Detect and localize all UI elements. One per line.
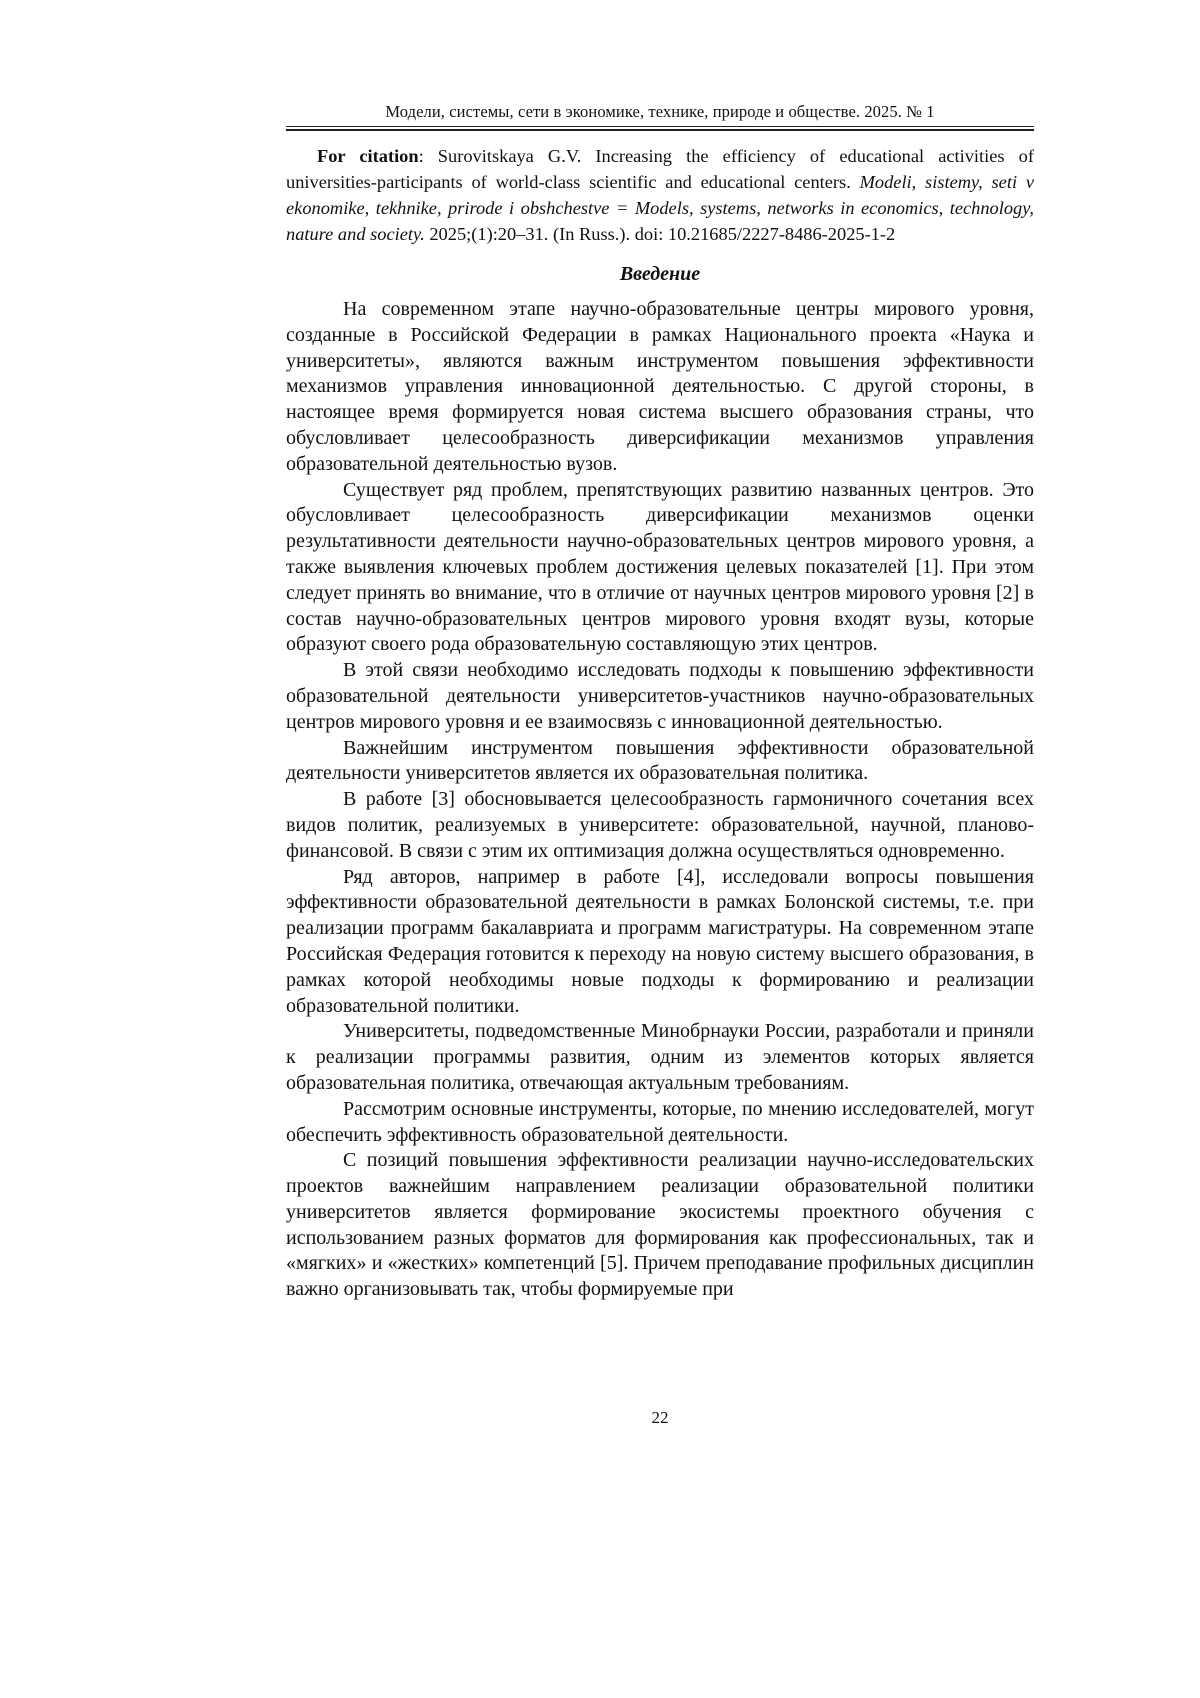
page-number: 22 [651,1408,669,1427]
citation-label: For citation [317,146,419,166]
paragraph: Существует ряд проблем, препятствующих развитию названных центров. Это обусловливает целесообразность диверсификации механизмов оценки результативности деятельности научно-образовательных центров мирового уровня, а также выявления ключевых проблем достижения целевых показателей [1]. При этом следует принять во внимание, что в отличие от научных центров мирового уровня [2] в состав научно-образовательных центров мирового уровня входят вузы, которые образуют своего рода образовательную составляющую этих центров. [286,478,1034,656]
citation-text: : Surovitskaya G.V. Increasing the efficiency of educational activities of universities-participants of world-class scientific and educational centers. [286,146,1034,192]
paragraph: Важнейшим инструментом повышения эффективности образовательной деятельности университетов является их образовательная политика. [286,736,1034,785]
paragraph: В этой связи необходимо исследовать подходы к повышению эффективности образовательной деятельности университетов-участников научно-образовательных центров мирового уровня и ее взаимосвязь с инновационной деятельностью. [286,659,1034,733]
paragraph: В работе [3] обосновывается целесообразность гармоничного сочетания всех видов политик, реализуемых в университете: образовательной, научной, планово-финансовой. В связи с этим их оптимизация должна осуществляться одновременно. [286,788,1034,862]
paragraph: Рассмотрим основные инструменты, которые, по мнению исследователей, могут обеспечить эффективность образовательной деятельности. [286,1097,1034,1146]
citation-tail: 2025;(1):20–31. (In Russ.). doi: 10.21685/2227-8486-2025-1-2 [424,224,896,244]
paragraph: Университеты, подведомственные Минобрнауки России, разработали и приняли к реализации программы развития, одним из элементов которых является образовательная политика, отвечающая актуальным требованиям. [286,1020,1034,1094]
journal-header: Модели, системы, сети в экономике, технике, природе и обществе. 2025. № 1 [385,102,935,121]
body-text [286,297,1034,1303]
citation-journal-italic: Modeli, sistemy, seti v ekonomike, tekhnike, prirode i obshchestve = Models, systems, networks in economics, technology, nature and society. [286,172,1034,244]
section-heading: Введение [619,263,701,285]
citation-block [286,143,1034,247]
header-rule-thin [286,126,1034,127]
paragraph: С позиций повышения эффективности реализации научно-исследовательских проектов важнейшим направлением реализации образовательной политики университетов является формирование экосистемы проектного обучения с использованием разных форматов для формирования как профессиональных, так и «мягких» и «жестких» компетенций [5]. Причем преподавание профильных дисциплин важно организовывать так, чтобы формируемые при [286,1149,1034,1301]
paragraph: Ряд авторов, например в работе [4], исследовали вопросы повышения эффективности образовательной деятельности в рамках Болонской системы, т.е. при реализации программ бакалавриата и программ магистратуры. На современном этапе Российская Федерация готовится к переходу на новую систему высшего образования, в рамках которой необходимы новые подходы к формированию и реализации образовательной политики. [286,865,1034,1017]
header-rule-thick [286,129,1034,131]
paragraph: На современном этапе научно-образовательные центры мирового уровня, созданные в Российской Федерации в рамках Национального проекта «Наука и университеты», являются важным инструментом повышения эффективности механизмов управления инновационной деятельностью. С другой стороны, в настоящее время формируется новая система высшего образования страны, что обусловливает целесообразность диверсификации механизмов управления образовательной деятельностью вузов. [286,298,1034,475]
